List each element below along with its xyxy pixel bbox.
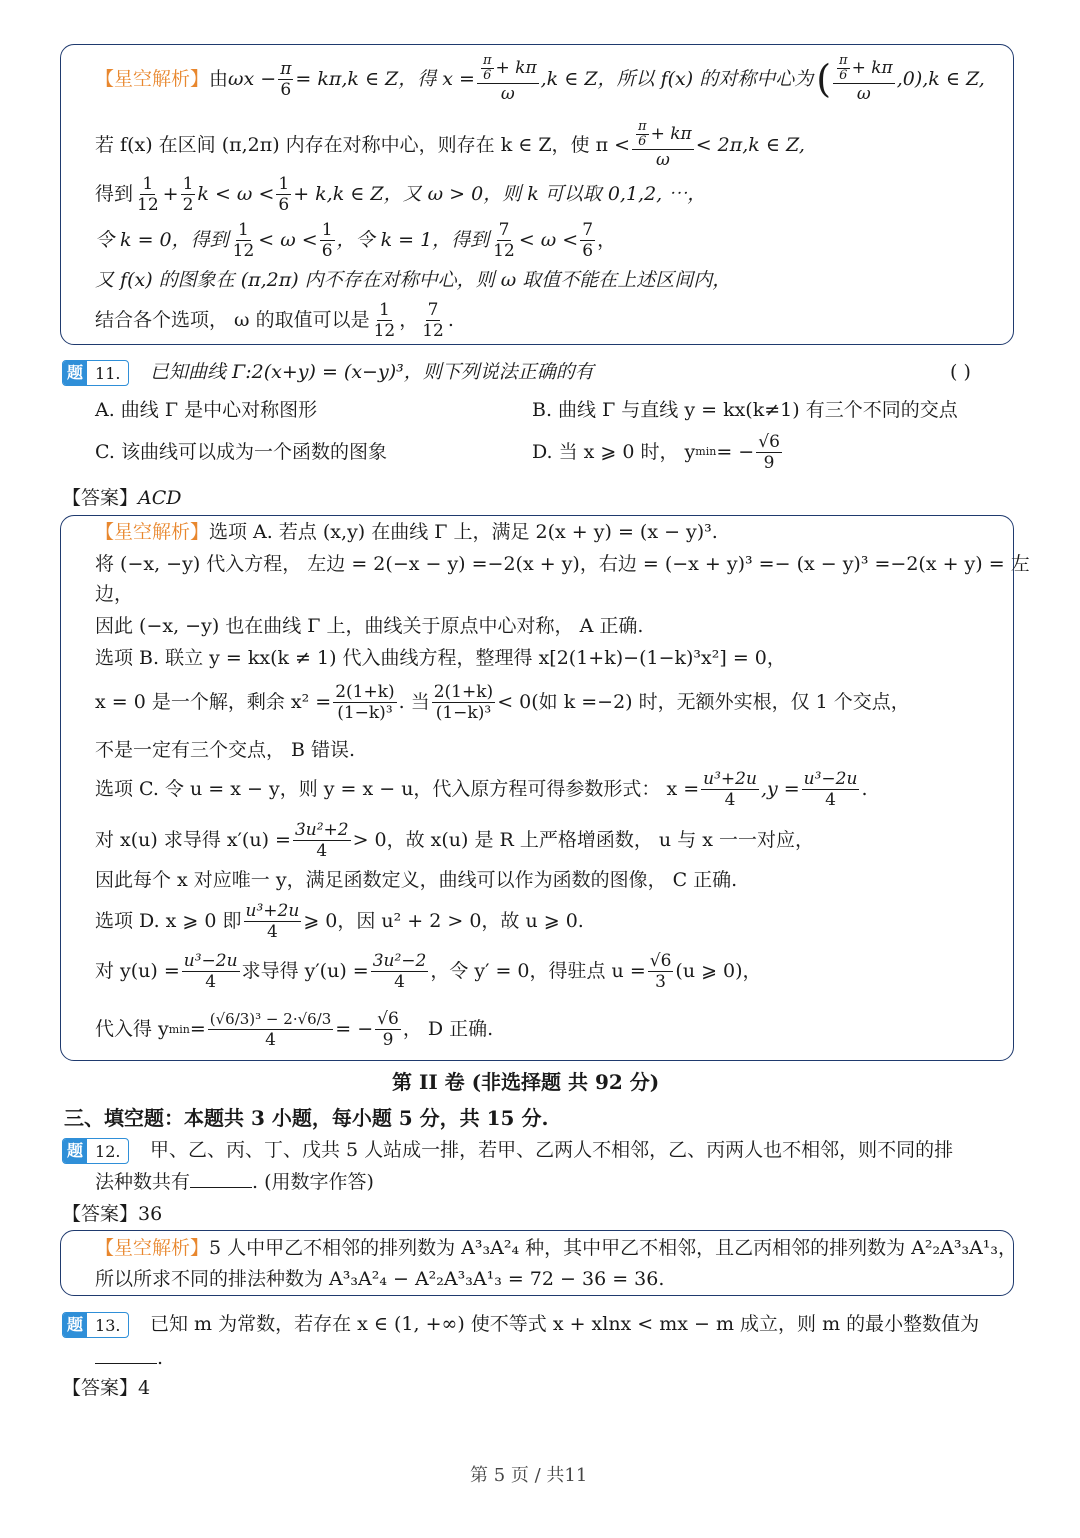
text: ⩾ 0，因 u² + 2 > 0，故 u ⩾ 0. [303, 910, 584, 932]
badge-label: 题 [63, 361, 87, 385]
fraction: $\frac{1}{6}$ [321, 219, 333, 261]
analysis-tag: 【星空解析】 [95, 68, 210, 90]
page-number: 第 5 页 / 共11 [470, 1465, 588, 1486]
text: 不是一定有三个交点， B 错误. [95, 739, 356, 761]
text: x = 0 是一个解，剩余 x² = [95, 691, 332, 713]
text: 第 II 卷 (非选择题 共 92 分) [392, 1070, 660, 1094]
text: min [695, 445, 717, 458]
analysis-tag: 【星空解析】 [95, 521, 210, 543]
q12-stem-2 [95, 1168, 374, 1196]
q11-a5 [95, 644, 786, 672]
text: 边， [95, 583, 134, 605]
q10-line-4 [95, 218, 616, 262]
badge-number: 11. [87, 364, 128, 383]
fraction: $\frac{√6}{3}$ [649, 950, 672, 992]
text: = − [335, 1018, 374, 1040]
q11-a12 [95, 948, 762, 994]
text: . 当 [398, 691, 430, 713]
answer-tag: 【答案】 [62, 1203, 139, 1225]
answer-blank [190, 1169, 252, 1188]
fraction-center-2: $\frac{\pi}{6}$ + kπ ω [833, 54, 895, 104]
text: 对 x(u) 求导得 x′(u) = [95, 829, 291, 851]
text: 因此每个 x 对应唯一 y，满足函数定义，曲线可以作为函数的图像， C 正确. [95, 869, 738, 891]
text: . [447, 309, 454, 331]
text: < ω < [518, 229, 579, 251]
fraction: $\frac{\text{u³−2u}}{4}$ [803, 768, 858, 810]
fraction: $\frac{\text{u³−2u}}{4}$ [183, 950, 238, 992]
text: 将 (−x, −y) 代入方程， 左边 = 2(−x − y) =−2(x + y)，右边 = (−x + y)³ =− (x − y)³ =−2(x + y) = 左 [95, 553, 1030, 575]
text: ,y = [760, 778, 800, 800]
text: 选项 B. 联立 y = kx(k ≠ 1) 代入曲线方程，整理得 x[2(1+k)−(1−k)³x²] = 0， [95, 647, 786, 669]
text: k < ω < [197, 183, 275, 205]
page-footer [470, 1462, 587, 1490]
fraction: $\frac{1}{12}$ [232, 219, 255, 261]
fraction-center: $\frac{\pi}{6}$ + kπ ω [477, 54, 539, 104]
text: = kπ,k ∈ Z，得 x = [295, 68, 475, 90]
q11-a6 [95, 676, 910, 728]
text: B. 曲线 Γ 与直线 y = kx(k≠1) 有三个不同的交点 [532, 399, 958, 421]
big-paren: ( [816, 57, 832, 101]
fraction: $\frac{7}{6}$ [582, 219, 594, 261]
fraction: $\frac{1}{12}$ [137, 173, 159, 215]
text: 因此 (−x, −y) 也在曲线 Γ 上，曲线关于原点中心对称， A 正确. [95, 615, 644, 637]
option-a [95, 396, 317, 424]
fraction: $\frac{7}{12}$ [493, 219, 515, 261]
text: ( ) [950, 361, 971, 383]
fraction: $\frac{\text{u³+2u}}{4}$ [245, 900, 300, 942]
fraction: $\frac{1}{12}$ [373, 299, 396, 341]
text: 5 人中甲乙不相邻的排列数为 A³₃A²₄ 种，其中甲乙不相邻，且乙丙相邻的排列数为 A²₂A³₃A¹₃， [209, 1237, 1018, 1259]
text: 法种数共有 [95, 1171, 191, 1193]
text: = − [716, 441, 755, 463]
fraction: $\frac{\text{3u²+2}}{4}$ [294, 819, 349, 861]
fraction: $\frac{2(1+k)}{\text{(1−k)³}}$ [335, 681, 395, 723]
q11-a11 [95, 898, 584, 944]
text: (u ⩾ 0)， [675, 960, 762, 982]
text: + k,k ∈ Z，又 ω > 0，则 k 可以取 0,1,2, ⋯， [293, 183, 707, 205]
text: 代入得 y [95, 1018, 169, 1040]
q11-a13 [95, 1000, 493, 1058]
analysis-tag: 【星空解析】 [95, 1237, 210, 1259]
text: 得到 [95, 183, 134, 205]
text: < 2π,k ∈ Z, [695, 134, 805, 156]
text: ，令 k = 1，得到 [336, 229, 490, 251]
question-number-badge [62, 360, 129, 386]
text: A. 曲线 Γ 是中心对称图形 [95, 399, 318, 421]
fraction: $\frac{7}{12}$ [422, 299, 444, 341]
q12-answer [62, 1200, 162, 1228]
text: 选项 D. x ⩾ 0 即 [95, 910, 242, 932]
option-d [532, 428, 784, 476]
fraction: $\frac{\text{u³+2u}}{4}$ [703, 768, 757, 810]
q10-line-6 [95, 298, 454, 342]
q11-a7 [95, 736, 355, 764]
q11-answer [62, 484, 182, 512]
text: 求导得 y′(u) = [241, 960, 369, 982]
text: 由 [209, 68, 229, 90]
text: 所以所求不同的排法种数为 A³₃A²₄ − A²₂A³₃A¹₃ = 72 − 36 = 36. [95, 1268, 665, 1290]
q11-a4 [95, 612, 643, 640]
q11-a10 [95, 866, 737, 894]
text: 已知 m 为常数，若存在 x ∈ (1, +∞) 使不等式 x + xlnx < mx − m 成立，则 m 的最小整数值为 [150, 1313, 980, 1335]
text: < 0(如 k =−2) 时，无额外实根，仅 1 个交点， [497, 691, 910, 713]
q10-line-5 [95, 266, 731, 294]
text: ， [399, 309, 419, 331]
fraction-pi-6: $\frac{\pi}{6}$ [280, 58, 292, 100]
text: ，令 y′ = 0，得驻点 u = [430, 960, 646, 982]
badge-label: 题 [63, 1139, 87, 1163]
fraction: $\frac{\text{(√6/3)³ − 2·√6/3}}{4}$ [209, 1009, 332, 1050]
q11-a3 [95, 580, 133, 608]
text: . [157, 1347, 164, 1369]
fraction: $\frac{2(1+k)}{\text{(1−k)³}}$ [433, 681, 494, 723]
fraction: $\frac{√6}{9}$ [377, 1008, 399, 1050]
text: ,0),k ∈ Z, [896, 68, 985, 90]
q11-a2 [95, 550, 1030, 578]
fraction: $\frac{\text{3u²−2}}{4}$ [372, 950, 427, 992]
fraction-center-3: $\frac{\pi}{6}$ + kπ ω [632, 120, 694, 170]
text: 选项 C. 令 u = x − y，则 y = x − u，代入原方程可得参数形式： x = [95, 778, 700, 800]
option-b [532, 396, 958, 424]
answer-value: 36 [138, 1203, 163, 1225]
text: 令 k = 0，得到 [95, 229, 229, 251]
q11-stem [150, 358, 594, 386]
q12-a2 [95, 1265, 664, 1293]
text: ωx − [228, 68, 277, 90]
text: min [168, 1023, 190, 1036]
text: 若 f(x) 在区间 (π,2π) 内存在对称中心，则存在 k ∈ Z，使 π < [95, 134, 631, 156]
answer-value: 4 [138, 1377, 151, 1399]
text: < ω < [258, 229, 318, 251]
text: 对 y(u) = [95, 960, 180, 982]
text: + [162, 183, 179, 205]
text: 又 f(x) 的图象在 (π,2π) 内不存在对称中心，则 ω 取值不能在上述区间内， [95, 269, 732, 291]
badge-number: 12. [87, 1142, 128, 1161]
text: ,k ∈ Z，所以 f(x) 的对称中心为 [540, 68, 814, 90]
part-two-title [392, 1066, 659, 1095]
fraction: $\frac{1}{2}$ [182, 173, 194, 215]
text: . [861, 778, 868, 800]
text: 三、填空题：本题共 3 小题，每小题 5 分，共 15 分. [64, 1106, 549, 1130]
badge-number: 13. [87, 1316, 128, 1335]
badge-label: 题 [63, 1313, 87, 1337]
answer-blank [95, 1345, 157, 1364]
text: D. 当 x ⩾ 0 时， y [532, 441, 696, 463]
answer-tag: 【答案】 [62, 487, 139, 509]
question-number-badge [62, 1312, 129, 1338]
text: ， [597, 229, 617, 251]
text: 已知曲线 Γ:2(x+y) = (x−y)³，则下列说法正确的有 [150, 361, 594, 383]
fraction: $\frac{√6}{9}$ [758, 431, 780, 473]
text: = [189, 1018, 206, 1040]
q13-stem-2 [95, 1344, 163, 1372]
text: ， D 正确. [402, 1018, 494, 1040]
q13-answer [62, 1374, 150, 1402]
option-c [95, 438, 387, 466]
fraction: $\frac{1}{6}$ [278, 173, 290, 215]
q13-stem-1 [150, 1310, 979, 1338]
question-number-badge [62, 1138, 129, 1164]
text: 结合各个选项， ω 的取值可以是 [95, 309, 370, 331]
q12-stem-1 [150, 1136, 953, 1164]
text: > 0，故 x(u) 是 R 上严格增函数， u 与 x 一一对应， [352, 829, 814, 851]
q10-line-2 [95, 118, 805, 172]
text: 甲、乙、丙、丁、戊共 5 人站成一排，若甲、乙两人不相邻，乙、丙两人也不相邻，则不同的排 [150, 1139, 954, 1161]
q11-a1 [95, 518, 718, 546]
text: C. 该曲线可以成为一个函数的图象 [95, 441, 387, 463]
text: . (用数字作答) [252, 1171, 374, 1193]
q10-line-3 [95, 172, 706, 216]
q12-a1 [95, 1234, 1017, 1262]
q11-a9 [95, 818, 814, 862]
q11-a8 [95, 766, 868, 812]
q10-line-1 [95, 52, 985, 106]
answer-value: ACD [138, 487, 182, 509]
q11-paren [950, 358, 971, 386]
answer-tag: 【答案】 [62, 1377, 139, 1399]
text: 选项 A. 若点 (x,y) 在曲线 Γ 上，满足 2(x + y) = (x − y)³. [209, 521, 718, 543]
section-three-title [64, 1102, 548, 1131]
